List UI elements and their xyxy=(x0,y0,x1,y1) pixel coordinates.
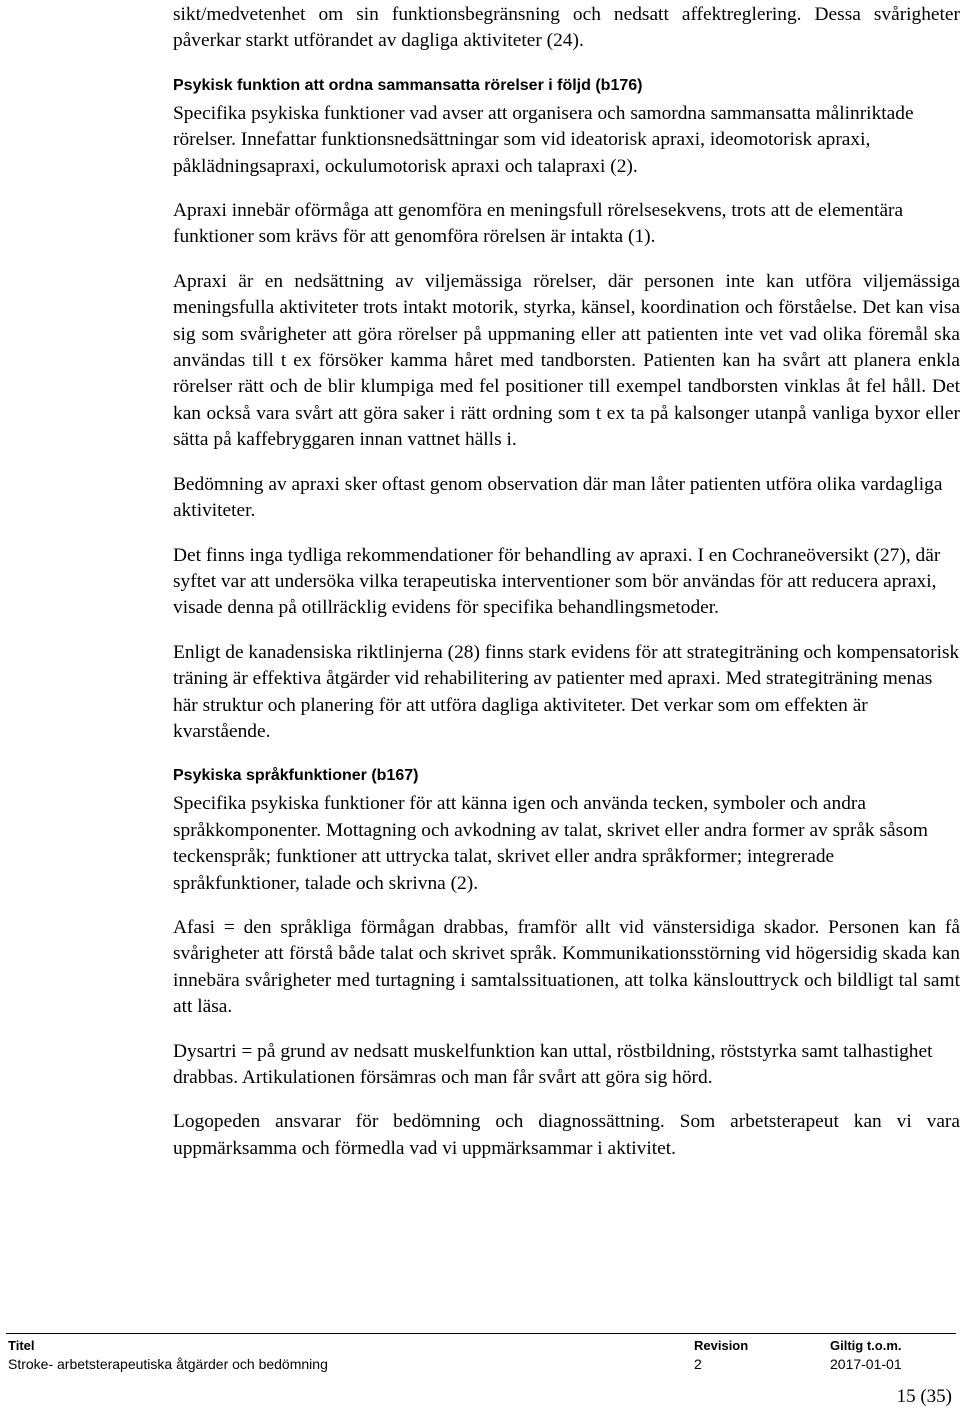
paragraph-intro: sikt/medvetenhet om sin funktionsbegränsning och nedsatt affektreglering. Dessa svårigheter påverkar starkt utförandet av dagliga aktiviteter (24). xyxy=(173,4,960,52)
paragraph-apraxi-treatment: Det finns inga tydliga rekommendationer för behandling av apraxi. I en Cochraneöversikt (27), där syftet var att undersöka vilka terapeutiska interventioner som bör användas för att reducera apraxi, visade denna på otillräcklig evidens för specifika behandlingsmetoder. xyxy=(173,544,941,619)
footer-valid-value: 2017-01-01 xyxy=(830,1356,902,1372)
footer-divider xyxy=(6,1333,956,1334)
paragraph-apraxi-description: Apraxi är en nedsättning av viljemässiga rörelser, där personen inte kan utföra viljemässiga meningsfulla aktiviteter trots intakt motorik, styrka, känsel, koordination och förståelse. Det kan visa sig som svårigheter att göra rörelser på uppmaning eller att patienten inte vet vad olika föremål ska användas till t ex försöker kamma håret med tandborsten. Patienten kan ha svårt att planera enkla rörelser rätt och de blir klumpiga med fel positioner till exempel tandborsten vinklas åt fel håll. Det kan också vara svårt att göra saker i rätt ordning som t ex ta på kalsonger utanpå vanliga byxor eller sätta på kaffebryggaren innan vattnet hälls i. xyxy=(173,270,960,451)
paragraph-canadian-guidelines: Enligt de kanadensiska riktlinjerna (28) finns stark evidens för att strategiträning och kompensatorisk träning är effektiva åtgärder vid rehabilitering av patienter med apraxi. Med strategiträning menas här struktur och planering för att utföra dagliga aktiviteter. Det verkar som om effekten är kvarstående. xyxy=(173,641,960,742)
footer-revision-label: Revision xyxy=(694,1338,749,1353)
page-number: 15 (35) xyxy=(896,1386,952,1407)
paragraph-apraxi-assessment: Bedömning av apraxi sker oftast genom observation där man låter patienten utföra olika vardagliga aktiviteter. xyxy=(173,473,943,522)
heading-b167: Psykiska språkfunktioner (b167) xyxy=(173,767,419,785)
paragraph-logoped: Logopeden ansvarar för bedömning och diagnossättning. Som arbetsterapeut kan vi vara uppmärksamma och förmedla vad vi uppmärksammar i aktivitet. xyxy=(173,1111,960,1159)
paragraph-b176-definition: Specifika psykiska funktioner vad avser att organisera och samordna sammansatta målinriktade rörelser. Innefattar funktionsnedsättningar som vid ideatorisk apraxi, ideomotorisk apraxi, påklädningsapraxi, ockulumotorisk apraxi och talapraxi (2). xyxy=(173,102,914,177)
footer-title-label: Titel xyxy=(8,1338,35,1353)
document-body xyxy=(173,0,960,1180)
footer-valid-label: Giltig t.o.m. xyxy=(830,1338,902,1353)
paragraph-b167-definition: Specifika psykiska funktioner för att känna igen och använda tecken, symboler och andra språkkomponenter. Mottagning och avkodning av talat, skrivet eller andra former av språk såsom teckenspråk; funktioner att uttrycka talat, skrivet eller andra språkformer; integrerade språkfunktioner, talade och skrivna (2). xyxy=(173,793,928,894)
paragraph-dysartri: Dysartri = på grund av nedsatt muskelfunktion kan uttal, röstbildning, röststyrka samt talhastighet drabbas. Artikulationen försämras och man får svårt att göra sig hörd. xyxy=(173,1040,933,1088)
footer-title-value: Stroke- arbetsterapeutiska åtgärder och bedömning xyxy=(8,1356,328,1372)
footer-revision-value: 2 xyxy=(694,1356,702,1372)
paragraph-apraxi-definition: Apraxi innebär oförmåga att genomföra en meningsfull rörelsesekvens, trots att de elementära funktioner som krävs för att genomföra rörelsen är intakta (1). xyxy=(173,200,904,248)
heading-b176: Psykisk funktion att ordna sammansatta rörelser i följd (b176) xyxy=(173,76,643,94)
paragraph-afasi: Afasi = den språkliga förmågan drabbas, framför allt vid vänstersidiga skador. Personen kan få svårigheter att förstå både talat och skrivet språk. Kommunikationsstörning vid högersidig skada kan innebära svårigheter med turtagning i samtalssituationen, att tolka känslouttryck och bildligt tal samt att läsa. xyxy=(173,916,960,1018)
